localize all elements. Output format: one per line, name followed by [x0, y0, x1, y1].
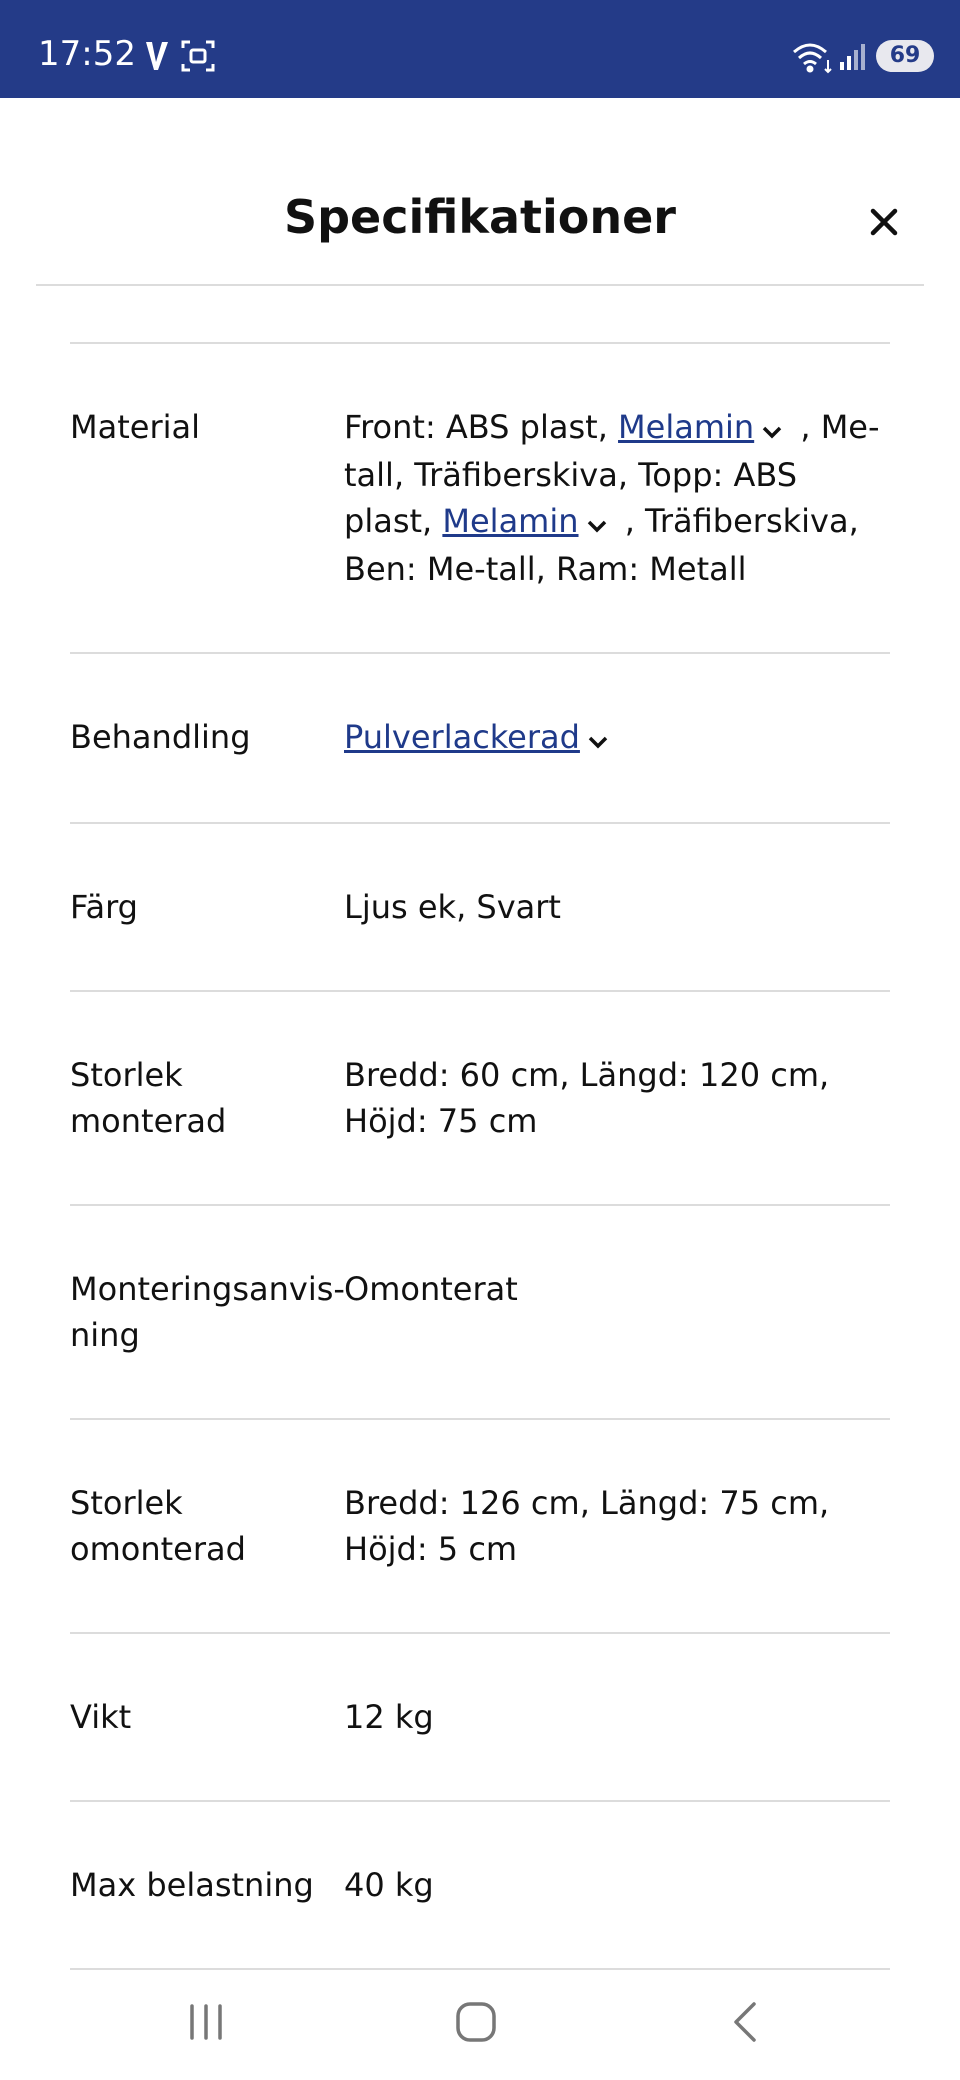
close-icon: [862, 200, 906, 244]
spec-list: [70, 342, 890, 1970]
spec-label: Vikt: [70, 1698, 132, 1736]
spec-label: Storlek omonterad: [70, 1484, 246, 1568]
spec-row-material: [70, 342, 890, 652]
spec-text: , Träfiberskiva, Ben: Me-tall, Ram: Metall: [344, 502, 859, 588]
navigation-bar: [0, 1960, 960, 2080]
sheet-header: [0, 98, 960, 286]
spec-text: , Me-tall, Träfiberskiva, Topp: ABS plast,: [344, 408, 880, 540]
spec-text: Front: ABS plast,: [344, 408, 619, 446]
spec-value: [344, 714, 890, 762]
battery-icon: 69: [876, 40, 934, 72]
spec-value: [344, 404, 890, 592]
spec-row-farg: [70, 822, 890, 990]
close-button[interactable]: [862, 200, 906, 244]
v-app-icon: [144, 38, 170, 78]
spec-value: Ljus ek, Svart: [344, 888, 561, 926]
chevron-down-icon[interactable]: [586, 716, 610, 762]
melamin-link[interactable]: Melamin: [442, 502, 579, 540]
spec-value: Bredd: 126 cm, Längd: 75 cm, Höjd: 5 cm: [344, 1484, 830, 1568]
status-time: 17:52: [38, 34, 136, 74]
wifi-icon: [790, 40, 834, 78]
spec-row-max-belastning: [70, 1800, 890, 1970]
screenshot-icon: [180, 38, 216, 78]
page-title: Specifikationer: [283, 190, 676, 244]
signal-icon: [838, 42, 868, 76]
spec-value: 12 kg: [344, 1698, 434, 1736]
spec-row-behandling: [70, 652, 890, 822]
spec-value: 40 kg: [344, 1866, 434, 1904]
home-icon[interactable]: [454, 2000, 498, 2048]
pulverlackerad-link[interactable]: Pulverlackerad: [344, 718, 580, 756]
spec-label: Max belastning: [70, 1866, 314, 1904]
spec-label: Behandling: [70, 718, 251, 756]
spec-row-storlek-omonterad: [70, 1418, 890, 1632]
spec-label: Storlek monterad: [70, 1056, 227, 1140]
spec-row-vikt: [70, 1632, 890, 1800]
spec-row-storlek-monterad: [70, 990, 890, 1204]
spec-value: Bredd: 60 cm, Längd: 120 cm, Höjd: 75 cm: [344, 1056, 830, 1140]
header-divider: [36, 284, 924, 286]
status-bar: [0, 0, 960, 98]
recent-apps-icon[interactable]: [186, 2002, 226, 2046]
spec-value: Omonterat: [344, 1270, 518, 1308]
spec-label: Material: [70, 408, 200, 446]
back-icon[interactable]: [728, 2000, 764, 2048]
melamin-link[interactable]: Melamin: [618, 408, 755, 446]
spec-row-montering: [70, 1204, 890, 1418]
spec-label: Monteringsanvis-ning: [70, 1270, 345, 1354]
chevron-down-icon[interactable]: [760, 406, 784, 452]
chevron-down-icon[interactable]: [585, 500, 609, 546]
spec-label: Färg: [70, 888, 138, 926]
